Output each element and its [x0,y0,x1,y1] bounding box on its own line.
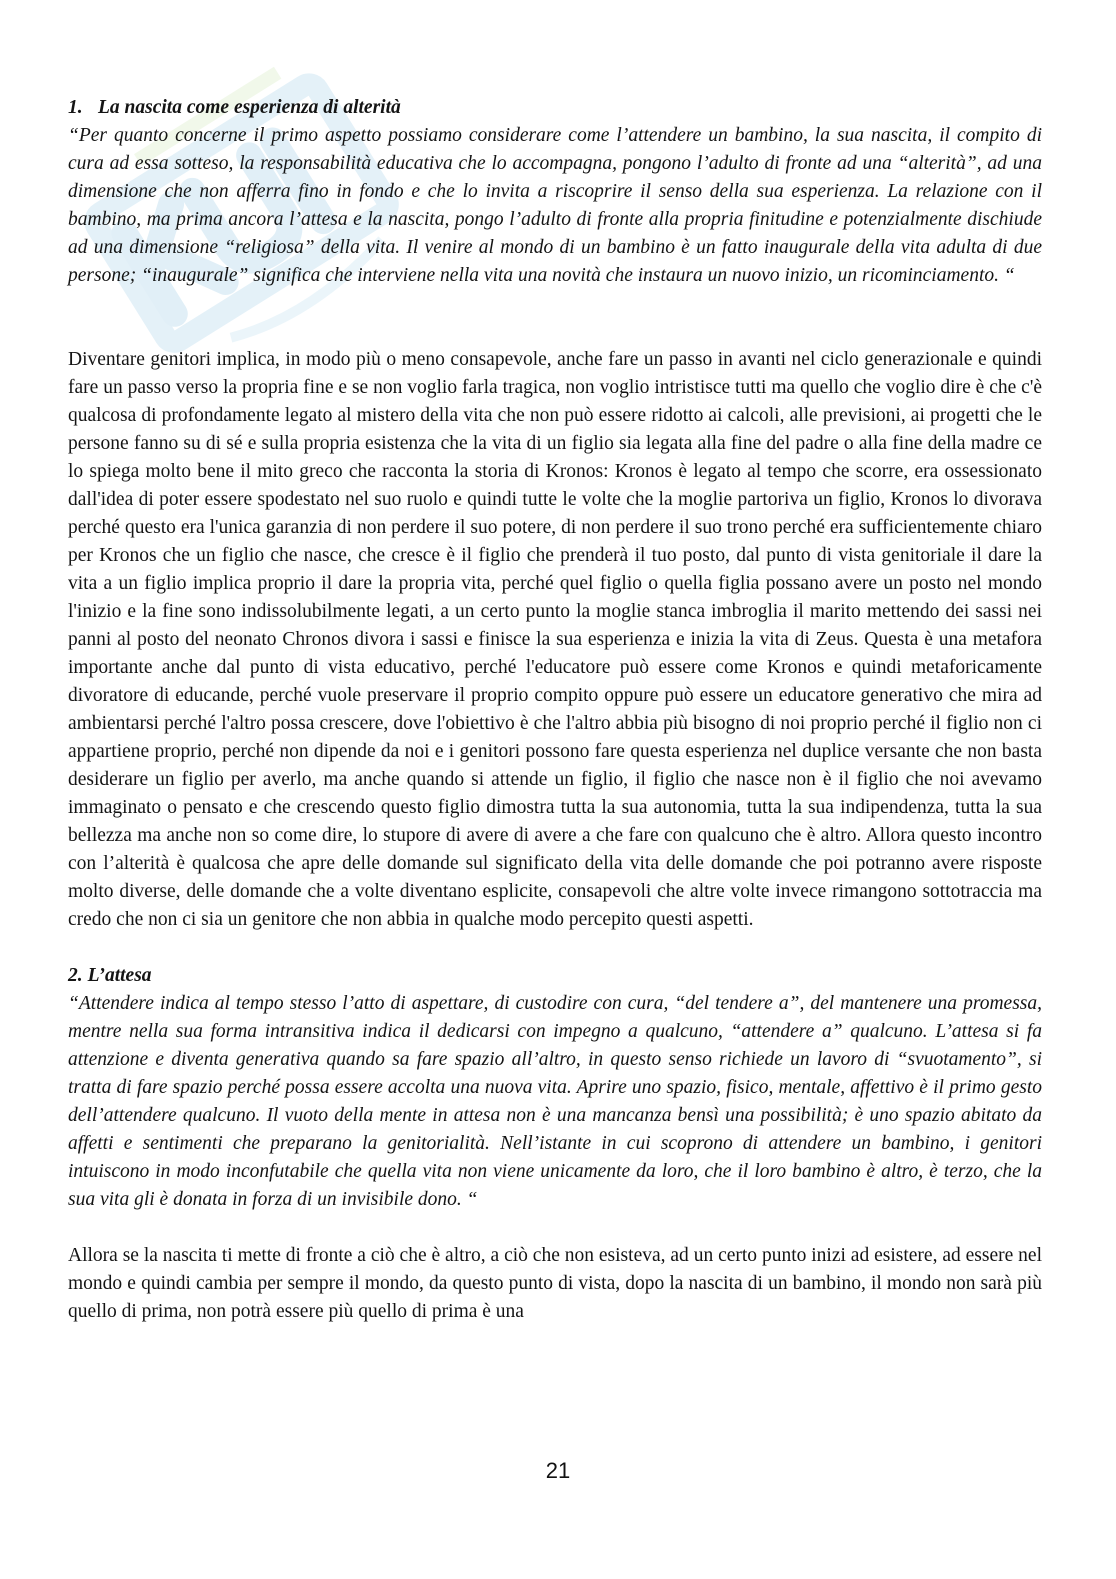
quote-paragraph: “Attendere indica al tempo stesso l’atto di aspettare, di custodire con cura, “del tendere a”, del mantenere una promessa, mentre nella sua forma intransitiva indica il dedicarsi con impegno a qualcuno, “attendere a” qualcuno. L’attesa si fa attenzione e diventa generativa quando sa fare spazio all’altro, in questo senso richiede un lavoro di “svuotamento”, si tratta di fare spazio perché possa essere accolta una nuova vita. Aprire uno spazio, fisico, mentale, affettivo è il primo gesto dell’attendere qualcuno. Il vuoto della mente in attesa non è una mancanza bensì una possibilità; è uno spazio abitato da affetti e sentimenti che preparano la genitorialità. Nell’istante in cui scoprono di attendere un bambino, i genitori intuiscono in modo inconfutabile che quella vita non viene unicamente da loro, che il loro bambino è altro, è terzo, che la sua vita gli è donata in forza di un invisibile dono. “ [68,993,1042,1210]
paragraph-spacer [68,934,1042,962]
section-heading-2 [68,962,1042,990]
paragraph-spacer [68,1214,1042,1242]
section-heading-1 [68,94,1042,122]
document-page [68,94,1042,1326]
page-number: 21 [545,1458,571,1483]
paragraph-spacer [68,290,1042,346]
body-paragraph: Diventare genitori implica, in modo più o meno consapevole, anche fare un passo in avanti nel ciclo generazionale e quindi fare un passo verso la propria fine e se non voglio farla tragica, non voglio intristisce tutti ma quello che voglio dire è che c'è qualcosa di profondamente legato al mistero della vita che non può essere ridotto ai calcoli, alle previsioni, ai progetti che le persone fanno su di sé e sulla propria esistenza che la vita di un figlio sia legata alla fine del padre o alla fine della madre ce lo spiega molto bene il mito greco che racconta la storia di Kronos: Kronos è legato al tempo che scorre, era ossessionato dall'idea di poter essere spodestato nel suo ruolo e quindi tutte le volte che la moglie partoriva un figlio, Kronos lo divorava perché questo era l'unica garanzia di non perdere il suo potere, di non perdere il suo trono perché era sufficientemente chiaro per Kronos che un figlio che nasce, che cresce è il figlio che prenderà il tuo posto, dal punto di vista genitoriale il dare la vita a un figlio implica proprio il dare la propria vita, perché quel figlio o quella figlia possano avere un posto nel mondo l'inizio e la fine sono indissolubilmente legati, a un certo punto la moglie stanca imbroglia il marito mettendo dei sassi nei panni al posto del neonato Chronos divora i sassi e finisce la sua esperienza e inizia la vita di Zeus. Questa è una metafora importante anche dal punto di vista educativo, perché l'educatore può essere come Kronos e quindi metaforicamente divoratore di educande, perché vuole preservare il proprio compito oppure può essere un educatore generativo che mira ad ambientarsi perché l'altro possa crescere, dove l'obiettivo è che l'altro abbia più bisogno di noi proprio perché il figlio non ci appartiene proprio, perché non dipende da noi e i genitori possono fare questa esperienza nel duplice versante che non basta desiderare un figlio per averlo, ma anche quando si attende un figlio, il figlio che nasce non è il figlio che noi avevamo immaginato o pensato e che crescendo questo figlio dimostra tutta la sua autonomia, tutta la sua indipendenza, tutta la sua bellezza ma anche non so come dire, lo stupore di avere di avere a che fare con qualcuno che è altro. Allora questo incontro con l’alterità è qualcosa che apre delle domande sul significato della vita delle domande che poi potranno avere risposte molto diverse, delle domande che a volte diventano esplicite, consapevoli che altre volte invece rimangono sottotraccia ma credo che non ci sia un genitore che non abbia in qualche modo percepito questi aspetti. [68,349,1042,930]
section-number: 2. [68,965,83,986]
quote-paragraph: “Per quanto concerne il primo aspetto possiamo considerare come l’attendere un bambino, la sua nascita, il compito di cura ad essa sotteso, la responsabilità educativa che lo accompagna, pongono l’adulto di fronte ad una “alterità”, ad una dimensione che non afferra fino in fondo e che lo invita a riscoprire il senso della sua esperienza. La relazione con il bambino, ma prima ancora l’attesa e la nascita, pongo l’adulto di fronte alla propria finitudine e potenzialmente dischiude ad una dimensione “religiosa” della vita. Il venire al mondo di un bambino è un fatto inaugurale della vita adulta di due persone; “inaugurale” significa che interviene nella vita una novità che instaura un nuovo inizio, un ricominciamento. “ [68,125,1042,286]
section-title: L’attesa [87,965,152,986]
section-title: La nascita come esperienza di alterità [98,97,401,118]
body-paragraph: Allora se la nascita ti mette di fronte a ciò che è altro, a ciò che non esisteva, ad un certo punto inizi ad esistere, ad essere nel mondo e quindi cambia per sempre il mondo, da questo punto di vista, dopo la nascita di un bambino, il mondo non sarà più quello di prima, non potrà essere più quello di prima è una [68,1245,1042,1322]
section-number: 1. [68,97,83,118]
